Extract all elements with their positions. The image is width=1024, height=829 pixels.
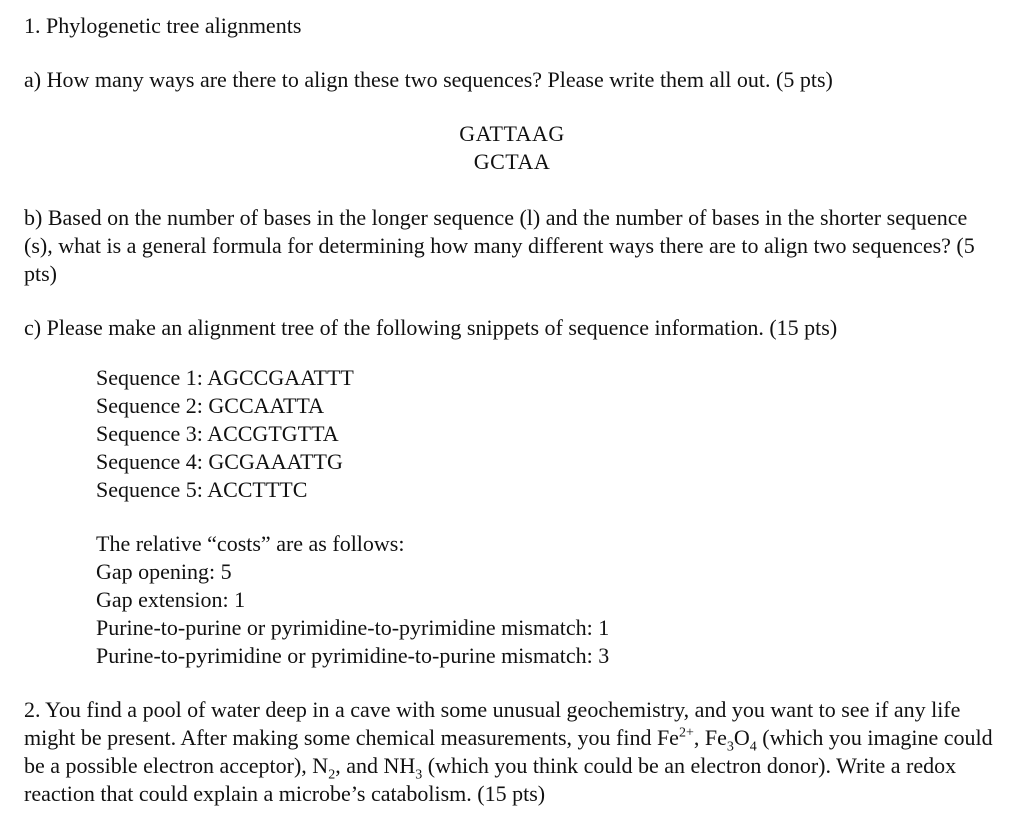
- sequence-item: Sequence 5: ACCTTTC: [96, 477, 308, 502]
- q2-text-part: (which you think could be an electron donor). Write a redox reaction that could explain a microbe’s catabolism. (15 pts): [24, 753, 957, 806]
- sequence-item: Sequence 4: GCGAAATTG: [96, 449, 343, 474]
- q2-text-part: 2. You find a pool of water deep in a cave with some unusual geochemistry, and you want to see if any life might be present. After making some chemical measurements, you find Fe: [24, 697, 961, 750]
- fe3o4-subscript: 4: [749, 739, 757, 755]
- cost-item: Gap opening: 5: [96, 559, 232, 584]
- costs-list: [96, 530, 1000, 670]
- question-1a-text: a) How many ways are there to align these two sequences? Please write them all out. (5 pts): [24, 67, 833, 92]
- sequence-long: GATTAAG: [459, 121, 565, 146]
- fe3o4-subscript: 3: [726, 739, 734, 755]
- cost-item: Gap extension: 1: [96, 587, 246, 612]
- fe-charge: 2+: [678, 725, 694, 741]
- question-1c-text: c) Please make an alignment tree of the following snippets of sequence information. (15 pts): [24, 315, 838, 340]
- q2-text-part: , Fe: [693, 725, 727, 750]
- question-1b-text: b) Based on the number of bases in the longer sequence (l) and the number of bases in the shorter sequence (s), what is a general formula for determining how many different ways there are to align two sequences? (5 pts): [24, 205, 975, 286]
- costs-intro: The relative “costs” are as follows:: [96, 531, 405, 556]
- nh3-subscript: 3: [415, 767, 423, 783]
- cost-item: Purine-to-purine or pyrimidine-to-pyrimidine mismatch: 1: [96, 615, 610, 640]
- q2-text-part: (which you imagine could be a possible electron acceptor), N: [24, 725, 993, 778]
- question-2-text: [24, 696, 1000, 808]
- q2-text-part: , and NH: [335, 753, 416, 778]
- n2-subscript: 2: [328, 767, 336, 783]
- sequence-item: Sequence 1: AGCCGAATTT: [96, 365, 354, 390]
- document-page: [24, 12, 1000, 808]
- cost-item: Purine-to-pyrimidine or pyrimidine-to-purine mismatch: 3: [96, 643, 610, 668]
- question-1-title: 1. Phylogenetic tree alignments: [24, 13, 302, 38]
- sequence-short: GCTAA: [473, 149, 551, 174]
- sequence-item: Sequence 3: ACCGTGTTA: [96, 421, 339, 446]
- sequence-pair: [24, 118, 1000, 176]
- q2-text-part: O: [733, 725, 750, 750]
- sequence-list: [96, 364, 1000, 504]
- sequence-item: Sequence 2: GCCAATTA: [96, 393, 324, 418]
